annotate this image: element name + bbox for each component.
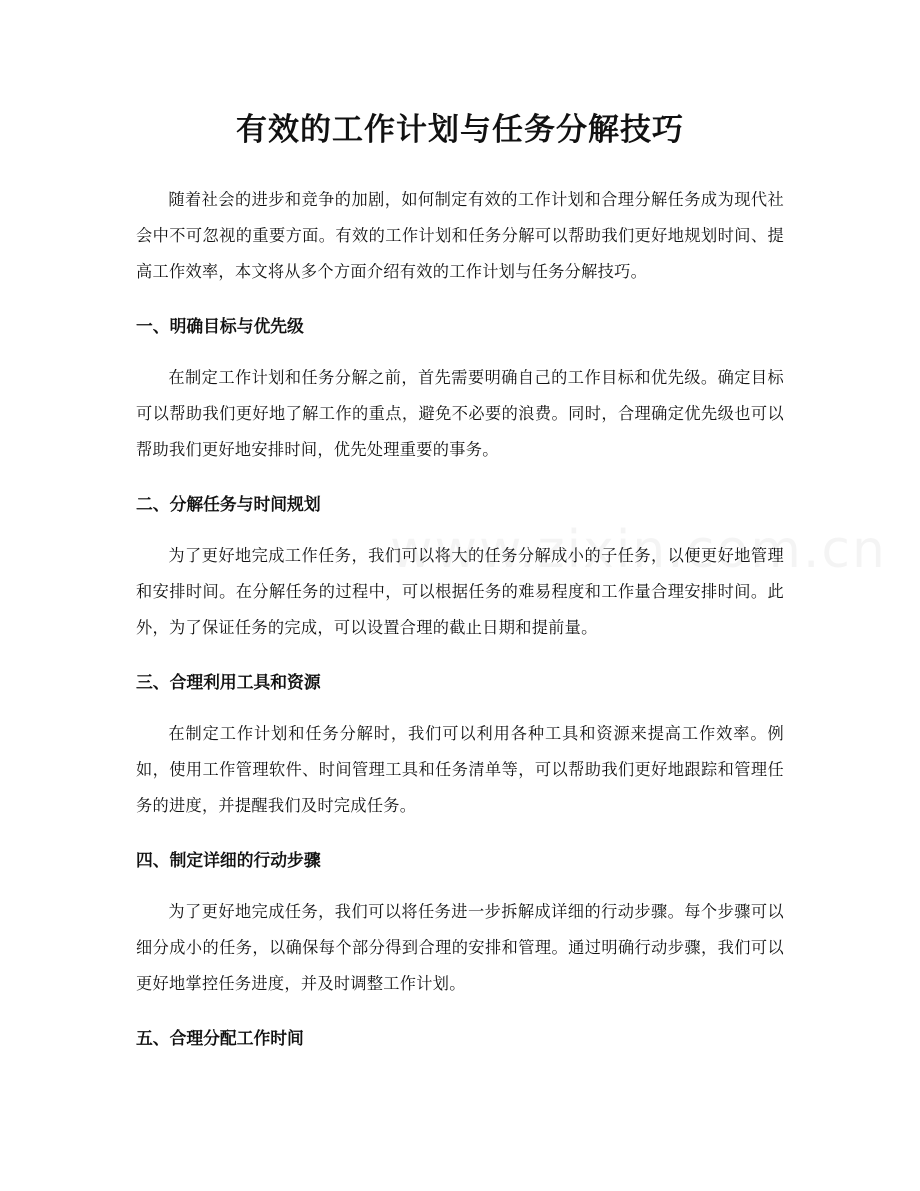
section-heading-3: 三、合理利用工具和资源 [136,672,321,692]
intro-paragraph: 随着社会的进步和竞争的加剧，如何制定有效的工作计划和合理分解任务成为现代社会中不可忽视的重要方面。有效的工作计划和任务分解可以帮助我们更好地规划时间、提高工作效率，本文将从多个方面介绍有效的工作计划与任务分解技巧。 [136,190,784,281]
section-heading-4: 四、制定详细的行动步骤 [136,850,321,870]
section-paragraph-2: 为了更好地完成工作任务，我们可以将大的任务分解成小的子任务，以便更好地管理和安排时间。在分解任务的过程中，可以根据任务的难易程度和工作量合理安排时间。此外，为了保证任务的完成，可以设置合理的截止日期和提前量。 [136,546,784,637]
section-heading-5: 五、合理分配工作时间 [136,1028,304,1048]
section-heading-1: 一、明确目标与优先级 [136,316,304,336]
section-paragraph-4: 为了更好地完成任务，我们可以将任务进一步拆解成详细的行动步骤。每个步骤可以细分成小的任务，以确保每个部分得到合理的安排和管理。通过明确行动步骤，我们可以更好地掌控任务进度，并及时调整工作计划。 [136,902,784,993]
section-heading-2: 二、分解任务与时间规划 [136,494,321,514]
document-title: 有效的工作计划与任务分解技巧 [236,112,684,148]
section-paragraph-3: 在制定工作计划和任务分解时，我们可以利用各种工具和资源来提高工作效率。例如，使用工作管理软件、时间管理工具和任务清单等，可以帮助我们更好地跟踪和管理任务的进度，并提醒我们及时完成任务。 [136,724,784,815]
document-body [136,182,784,1072]
section-paragraph-1: 在制定工作计划和任务分解之前，首先需要明确自己的工作目标和优先级。确定目标可以帮助我们更好地了解工作的重点，避免不必要的浪费。同时，合理确定优先级也可以帮助我们更好地安排时间，优先处理重要的事务。 [136,368,784,459]
